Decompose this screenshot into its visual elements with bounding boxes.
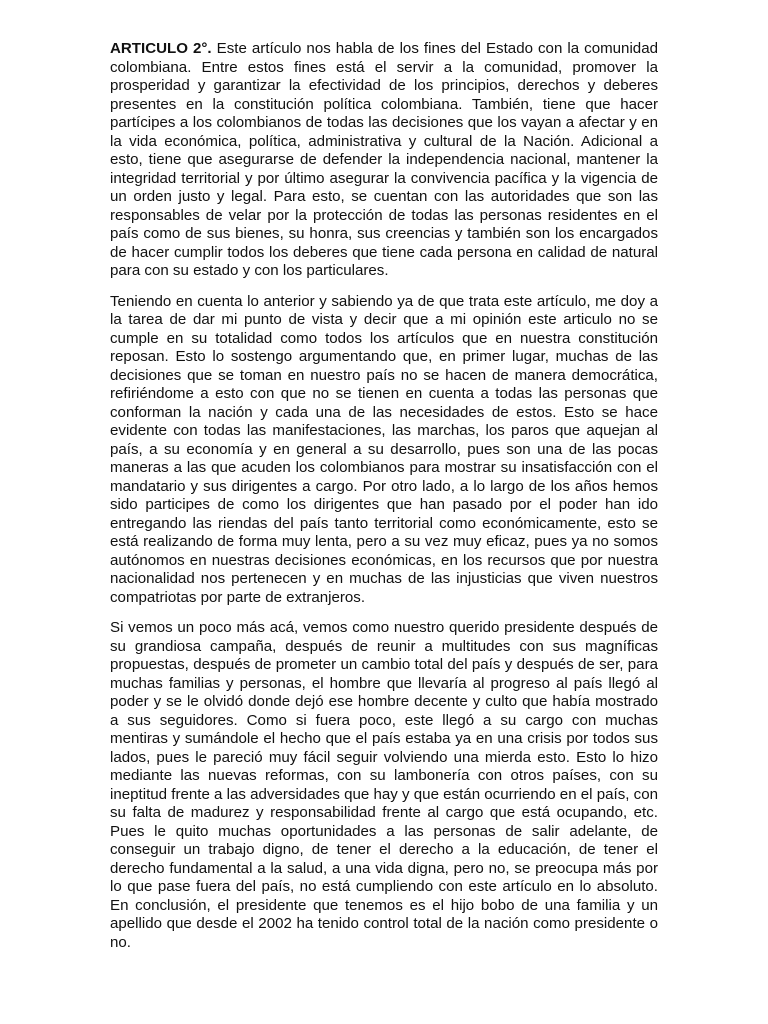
paragraph-1 <box>110 40 658 281</box>
paragraph-1-text: Este artículo nos habla de los fines del Estado con la comunidad colombiana. Entre estos fines está el servir a la comunidad, promover la prosperidad y garantizar la efectividad de los principios, derechos y deberes presentes en la constitución política colombiana. También, tiene que hacer partícipes a los colombianos de todas las decisiones que los vayan a afectar y en la vida económica, política, administrativa y cultural de la Nación. Adicional a esto, tiene que asegurarse de defender la independencia nacional, mantener la integridad territorial y por último asegurar la convivencia pacífica y la vigencia de un orden justo y legal. Para esto, se cuentan con las autoridades que son las responsables de velar por la protección de todas las personas residentes en el país como de sus bienes, su honra, sus creencias y también son los encargados de hacer cumplir todos los deberes que tiene cada persona en calidad de natural para con su estado y con los particulares. <box>110 40 658 279</box>
document-body <box>110 40 658 964</box>
paragraph-2: Teniendo en cuenta lo anterior y sabiendo ya de que trata este artículo, me doy a la tarea de dar mi punto de vista y decir que a mi opinión este articulo no se cumple en su totalidad como todos los artículos que en nuestra constitución reposan. Esto lo sostengo argumentando que, en primer lugar, muchas de las decisiones que se toman en nuestro país no se hacen de manera democrática, refiriéndome a esto con que no se tienen en cuenta a todas las personas que conforman la nación y cada una de las necesidades de estos. Esto se hace evidente con todas las manifestaciones, las marchas, los paros que aquejan al país, a su economía y en general a su desarrollo, pues son una de las pocas maneras a las que acuden los colombianos para mostrar su insatisfacción con el mandatario y sus dirigentes a cargo. Por otro lado, a lo largo de los años hemos sido participes de como los dirigentes que han pasado por el poder han ido entregando las riendas del país tanto territorial como económicamente, esto se está realizando de forma muy lenta, pero a su vez muy eficaz, pues ya no somos autónomos en nuestras decisiones económicas, en los recursos que por nuestra nacionalidad nos pertenecen y en muchas de las injusticias que viven nuestros compatriotas por parte de extranjeros. <box>110 292 658 606</box>
paragraph-3: Si vemos un poco más acá, vemos como nuestro querido presidente después de su grandiosa campaña, después de reunir a multitudes con sus magníficas propuestas, después de prometer un cambio total del país y después de ser, para muchas familias y personas, el hombre que llevaría al progreso al país llegó al poder y se le olvidó donde dejó ese hombre decente y culto que había mostrado a sus seguidores. Como si fuera poco, este llegó a su cargo con muchas mentiras y sumándole el hecho que el país estaba ya en una crisis por todos sus lados, pues le pareció muy fácil seguir volviendo una mierda esto. Esto lo hizo mediante las nuevas reformas, con su lambonería con otros países, con su ineptitud frente a las adversidades que hay y que están ocurriendo en el país, con su falta de madurez y responsabilidad frente al cargo que está ocupando, etc. Pues le quito muchas oportunidades a las personas de salir adelante, de conseguir un trabajo digno, de tener el derecho a la educación, de tener el derecho fundamental a la salud, a una vida digna, pero no, se preocupa más por lo que pase fuera del país, no está cumpliendo con este artículo en lo absoluto. En conclusión, el presidente que tenemos es el hijo bobo de una familia y un apellido que desde el 2002 ha tenido control total de la nación como presidente o no. <box>110 619 658 951</box>
article-heading: ARTICULO 2°. <box>110 40 212 57</box>
